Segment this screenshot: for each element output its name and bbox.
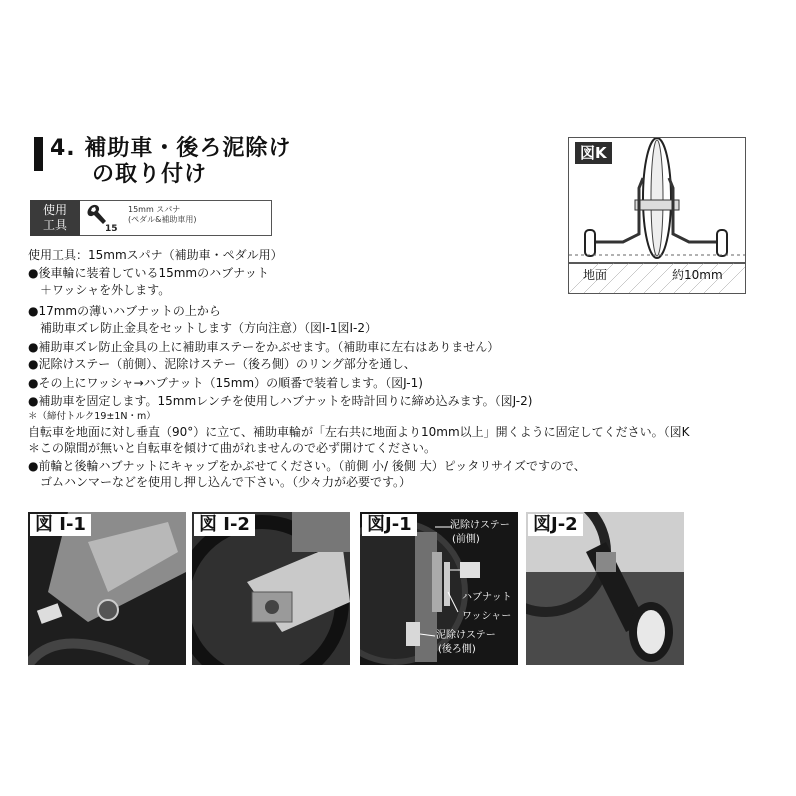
instruction-line: ●その上にワッシャ→ハブナット（15mm）の順番で装着します。（図J-1) bbox=[28, 376, 423, 390]
instruction-line: ●泥除けステー（前側）、泥除けステー（後ろ側）のリング部分を通し、 bbox=[28, 357, 416, 371]
ground-label: 地面 bbox=[583, 268, 608, 282]
photo-j2-tag: 図J-2 bbox=[528, 514, 583, 536]
instruction-line: 補助車ズレ防止金具をセットします（方向注意）（図I-1図I-2） bbox=[28, 321, 378, 335]
callout-front-stay-sub: (前側) bbox=[452, 534, 480, 545]
callout-rear-stay-sub: (後ろ側) bbox=[438, 644, 476, 655]
photo-i1-tag: 図 I-1 bbox=[30, 514, 91, 536]
callout-hub-nut: ハブナット bbox=[462, 592, 512, 603]
photo-i1 bbox=[28, 512, 186, 665]
tool-label-line2: 工具 bbox=[42, 218, 67, 232]
tool-label-line1: 使用 bbox=[42, 203, 67, 217]
photo-i2 bbox=[192, 512, 350, 665]
instruction-line: ●前輪と後輪ハブナットにキャップをかぶせてください。（前側 小/ 後側 大）ピッタリサイズですので、 bbox=[28, 459, 586, 473]
instruction-line: ●後車輪に装着している15mmのハブナット bbox=[28, 266, 269, 280]
instruction-line: 自転車を地面に対し垂直（90°）に立て、補助車輪が「左右共に地面より10mm以上」開くように固定してください。（図K bbox=[28, 425, 690, 439]
instruction-line: ＊この隙間が無いと自転車を傾けて曲がれませんので必ず開けてください。 bbox=[28, 441, 437, 455]
torque-note: ＊（締付トルク19±1N・m） bbox=[28, 411, 156, 422]
gap-label: 約10mm bbox=[672, 268, 723, 282]
photo-j1 bbox=[360, 512, 518, 665]
photo-j2 bbox=[526, 512, 684, 665]
wrench-icon bbox=[86, 203, 118, 233]
instruction-line: ●補助車ズレ防止金具の上に補助車ステーをかぶせます。（補助車に左右はありません） bbox=[28, 340, 500, 354]
instruction-line: 使用工具：15mmスパナ（補助車・ペダル用） bbox=[28, 248, 283, 262]
section-title: 4. 補助車・後ろ泥除け bbox=[50, 136, 292, 161]
callout-rear-stay: 泥除けステー bbox=[436, 630, 496, 641]
instruction-line: ●17mmの薄いハブナットの上から bbox=[28, 304, 221, 318]
figure-k-tag: 図K bbox=[575, 142, 612, 164]
callout-front-stay: 泥除けステー bbox=[450, 520, 510, 531]
section-title-line2: の取り付け bbox=[92, 162, 208, 187]
tool-label bbox=[30, 200, 80, 236]
photo-j1-tag: 図J-1 bbox=[362, 514, 417, 536]
tool-text-line1: 15mm スパナ bbox=[128, 205, 181, 214]
instruction-line: ゴムハンマーなどを使用し押し込んで下さい。（少々力が必要です。） bbox=[28, 475, 412, 489]
tool-description bbox=[128, 205, 196, 225]
callout-washer: ワッシャー bbox=[462, 611, 512, 622]
wrench-size-label: 15 bbox=[105, 224, 118, 233]
instruction-line: ＋ワッシャを外します。 bbox=[28, 283, 171, 297]
instruction-line: ●補助車を固定します。15mmレンチを使用しハブナットを時計回りに締め込みます。（図J-2) bbox=[28, 394, 533, 408]
photo-i2-tag: 図 I-2 bbox=[194, 514, 255, 536]
tool-text-line2: (ペダル&補助車用) bbox=[128, 215, 197, 224]
section-heading-bar bbox=[34, 137, 43, 171]
